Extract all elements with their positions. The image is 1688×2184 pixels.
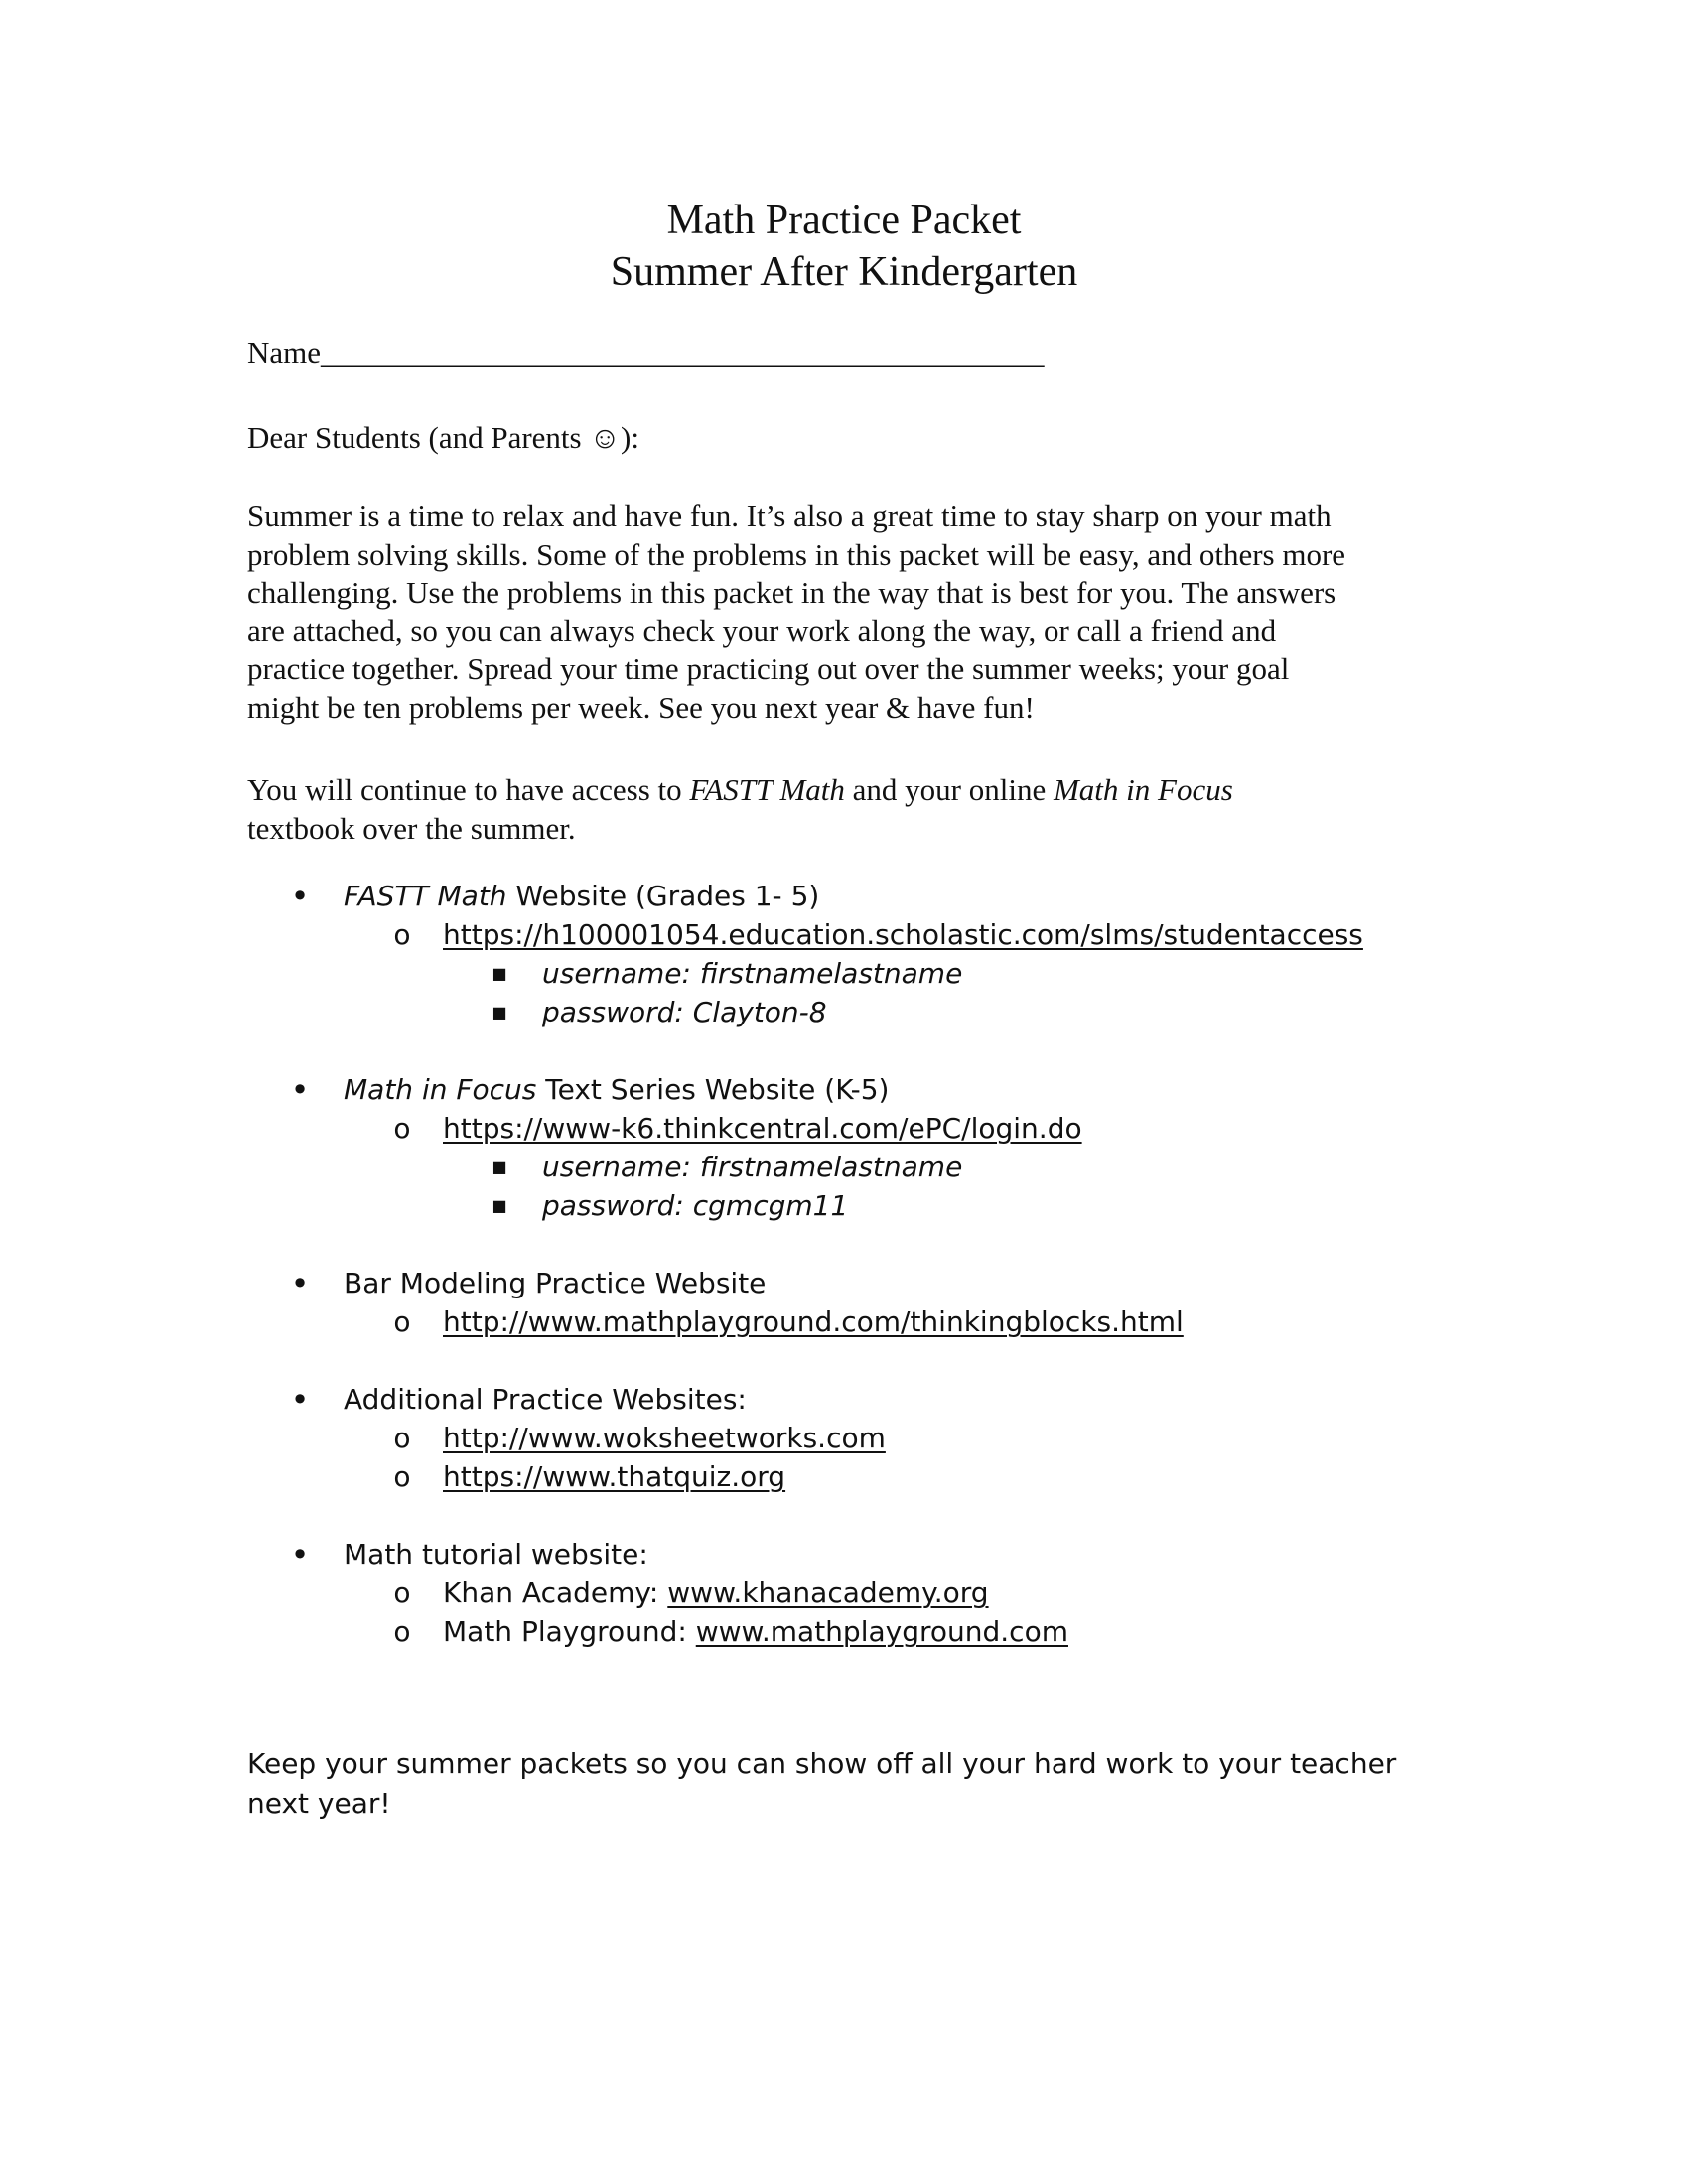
closing-line: Keep your summer packets so you can show off all your hard work to your teacher xyxy=(247,1747,1397,1780)
resource-math-tutorial: Math tutorial website: xyxy=(344,1538,648,1570)
math-playground-link[interactable]: www.mathplayground.com xyxy=(695,1615,1068,1648)
bullet-circle-icon: o xyxy=(393,1112,411,1145)
page-subtitle: Summer After Kindergarten xyxy=(610,249,1078,295)
bullet-square-icon: ■ xyxy=(492,1158,507,1176)
bullet-dot-icon: • xyxy=(290,878,310,915)
closing-line: next year! xyxy=(247,1787,391,1820)
fastt-math-username: username: firstnamelastname xyxy=(542,957,963,990)
resource-math-in-focus: Math in Focus Text Series Website (K-5) xyxy=(344,1073,890,1106)
khan-academy-label: Khan Academy: xyxy=(443,1576,668,1609)
name-label: Name xyxy=(247,336,322,370)
bullet-square-icon: ■ xyxy=(492,1196,507,1215)
name-blank-line[interactable]: _______________________________________________ xyxy=(321,336,1045,370)
fastt-math-link[interactable]: https://h100001054.education.scholastic.com/slms/studentaccess xyxy=(443,918,1363,951)
intro-line: practice together. Spread your time practicing out over the summer weeks; your goal xyxy=(247,651,1290,686)
math-in-focus-username: username: firstnamelastname xyxy=(542,1151,963,1183)
access-line: textbook over the summer. xyxy=(247,810,576,846)
intro-line: problem solving skills. Some of the problems in this packet will be easy, and others more xyxy=(247,536,1346,572)
khan-academy-row xyxy=(443,1573,989,1613)
fastt-math-link-row xyxy=(443,915,1363,955)
fastt-math-name: FASTT Math xyxy=(689,772,845,807)
bar-modeling-link-row xyxy=(443,1302,1184,1342)
math-playground-row xyxy=(443,1612,1068,1652)
math-in-focus-link[interactable]: https://www-k6.thinkcentral.com/ePC/login.do xyxy=(443,1112,1082,1145)
thatquiz-link-row xyxy=(443,1457,785,1497)
math-playground-label: Math Playground: xyxy=(443,1615,696,1648)
bullet-circle-icon: o xyxy=(393,918,411,951)
bullet-square-icon: ■ xyxy=(492,1003,507,1022)
intro-line: might be ten problems per week. See you next year & have fun! xyxy=(247,689,1035,725)
worksheetworks-link-row xyxy=(443,1419,886,1458)
access-line: You will continue to have access to FASTT Math and your online Math in Focus xyxy=(247,772,1233,807)
bullet-circle-icon: o xyxy=(393,1460,411,1493)
resource-fastt-math: FASTT Math Website (Grades 1- 5) xyxy=(344,880,820,912)
bullet-square-icon: ■ xyxy=(492,964,507,983)
bullet-circle-icon: o xyxy=(393,1615,411,1648)
bar-modeling-link[interactable]: http://www.mathplayground.com/thinkingblocks.html xyxy=(443,1305,1184,1338)
math-in-focus-password: password: cgmcgm11 xyxy=(542,1189,849,1222)
math-in-focus-link-row xyxy=(443,1109,1082,1149)
fastt-math-password: password: Clayton-8 xyxy=(542,996,827,1028)
salutation: Dear Students (and Parents ☺): xyxy=(247,420,639,455)
bullet-dot-icon: • xyxy=(290,1071,310,1109)
intro-line: Summer is a time to relax and have fun. It’s also a great time to stay sharp on your math xyxy=(247,498,1332,533)
bullet-circle-icon: o xyxy=(393,1422,411,1454)
intro-line: challenging. Use the problems in this packet in the way that is best for you. The answers xyxy=(247,575,1336,610)
bullet-dot-icon: • xyxy=(290,1265,310,1302)
intro-line: are attached, so you can always check your work along the way, or call a friend and xyxy=(247,613,1277,648)
math-in-focus-name: Math in Focus xyxy=(1053,772,1233,807)
thatquiz-link[interactable]: https://www.thatquiz.org xyxy=(443,1460,786,1493)
resource-bar-modeling: Bar Modeling Practice Website xyxy=(344,1267,767,1299)
worksheetworks-link[interactable]: http://www.woksheetworks.com xyxy=(443,1422,886,1454)
bullet-dot-icon: • xyxy=(290,1536,310,1573)
resource-additional-practice: Additional Practice Websites: xyxy=(344,1383,747,1416)
bullet-circle-icon: o xyxy=(393,1576,411,1609)
khan-academy-link[interactable]: www.khanacademy.org xyxy=(667,1576,989,1609)
bullet-circle-icon: o xyxy=(393,1305,411,1338)
page-title: Math Practice Packet xyxy=(666,198,1022,243)
closing-paragraph xyxy=(247,1744,1396,1824)
bullet-dot-icon: • xyxy=(290,1381,310,1419)
